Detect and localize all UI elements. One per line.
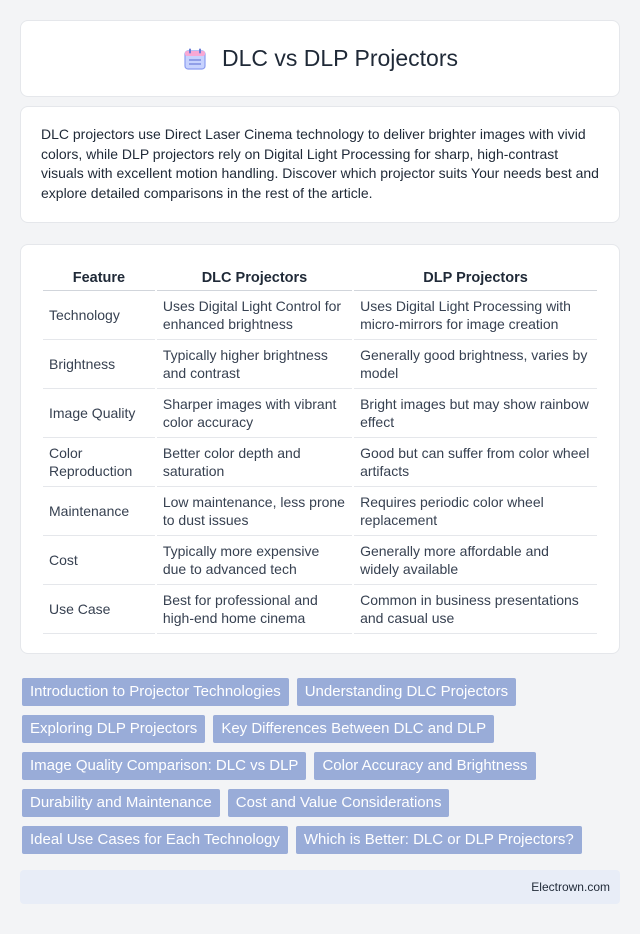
calendar-icon — [182, 46, 208, 72]
table-row — [43, 585, 597, 634]
topic-tag-cost-value[interactable]: Cost and Value Considerations — [228, 789, 450, 817]
comparison-card — [20, 244, 620, 654]
feature-cell: Technology — [43, 291, 155, 340]
header-dlc: DLC Projectors — [157, 265, 352, 291]
dlc-cell: Sharper images with vibrant color accuracy — [157, 389, 352, 438]
intro-text: DLC projectors use Direct Laser Cinema technology to deliver brighter images with vivid colors, while DLP projectors rely on Digital Light Processing for sharp, high-contrast visuals with excellent motion handling. Discover which projector suits Your needs best and explore detailed comparisons in the rest of the article. — [41, 126, 599, 201]
dlc-cell: Typically more expensive due to advanced tech — [157, 536, 352, 585]
comparison-table — [41, 265, 599, 634]
topic-tag-which-better[interactable]: Which is Better: DLC or DLP Projectors? — [296, 826, 582, 854]
feature-cell: Image Quality — [43, 389, 155, 438]
dlp-cell: Generally good brightness, varies by model — [354, 340, 597, 389]
feature-cell: Cost — [43, 536, 155, 585]
topic-tag-understanding-dlc[interactable]: Understanding DLC Projectors — [297, 678, 516, 706]
table-row — [43, 438, 597, 487]
table-row — [43, 487, 597, 536]
table-row — [43, 389, 597, 438]
feature-cell: Maintenance — [43, 487, 155, 536]
feature-cell: Brightness — [43, 340, 155, 389]
table-row — [43, 536, 597, 585]
table-header-row — [43, 265, 597, 291]
feature-cell: Use Case — [43, 585, 155, 634]
topic-tag-key-differences[interactable]: Key Differences Between DLC and DLP — [213, 715, 494, 743]
dlp-cell: Common in business presentations and casual use — [354, 585, 597, 634]
table-row — [43, 291, 597, 340]
table-row — [43, 340, 597, 389]
footer — [20, 870, 620, 904]
header-dlp: DLP Projectors — [354, 265, 597, 291]
topic-tag-image-quality[interactable]: Image Quality Comparison: DLC vs DLP — [22, 752, 306, 780]
title-card — [20, 20, 620, 97]
header-feature: Feature — [43, 265, 155, 291]
footer-brand[interactable]: Electrown.com — [531, 880, 610, 894]
dlp-cell: Requires periodic color wheel replacement — [354, 487, 597, 536]
intro-card — [20, 106, 620, 223]
dlc-cell: Uses Digital Light Control for enhanced brightness — [157, 291, 352, 340]
topic-tag-use-cases[interactable]: Ideal Use Cases for Each Technology — [22, 826, 288, 854]
topic-tags — [22, 678, 622, 854]
dlc-cell: Best for professional and high-end home cinema — [157, 585, 352, 634]
page-title: DLC vs DLP Projectors — [221, 45, 459, 71]
topic-tag-exploring-dlp[interactable]: Exploring DLP Projectors — [22, 715, 205, 743]
topic-tag-introduction[interactable]: Introduction to Projector Technologies — [22, 678, 289, 706]
dlp-cell: Uses Digital Light Processing with micro-mirrors for image creation — [354, 291, 597, 340]
dlc-cell: Typically higher brightness and contrast — [157, 340, 352, 389]
dlp-cell: Bright images but may show rainbow effect — [354, 389, 597, 438]
dlp-cell: Generally more affordable and widely available — [354, 536, 597, 585]
dlc-cell: Low maintenance, less prone to dust issues — [157, 487, 352, 536]
dlc-cell: Better color depth and saturation — [157, 438, 352, 487]
feature-cell: Color Reproduction — [43, 438, 155, 487]
topic-tag-durability[interactable]: Durability and Maintenance — [22, 789, 220, 817]
topic-tag-color-accuracy[interactable]: Color Accuracy and Brightness — [314, 752, 535, 780]
dlp-cell: Good but can suffer from color wheel artifacts — [354, 438, 597, 487]
